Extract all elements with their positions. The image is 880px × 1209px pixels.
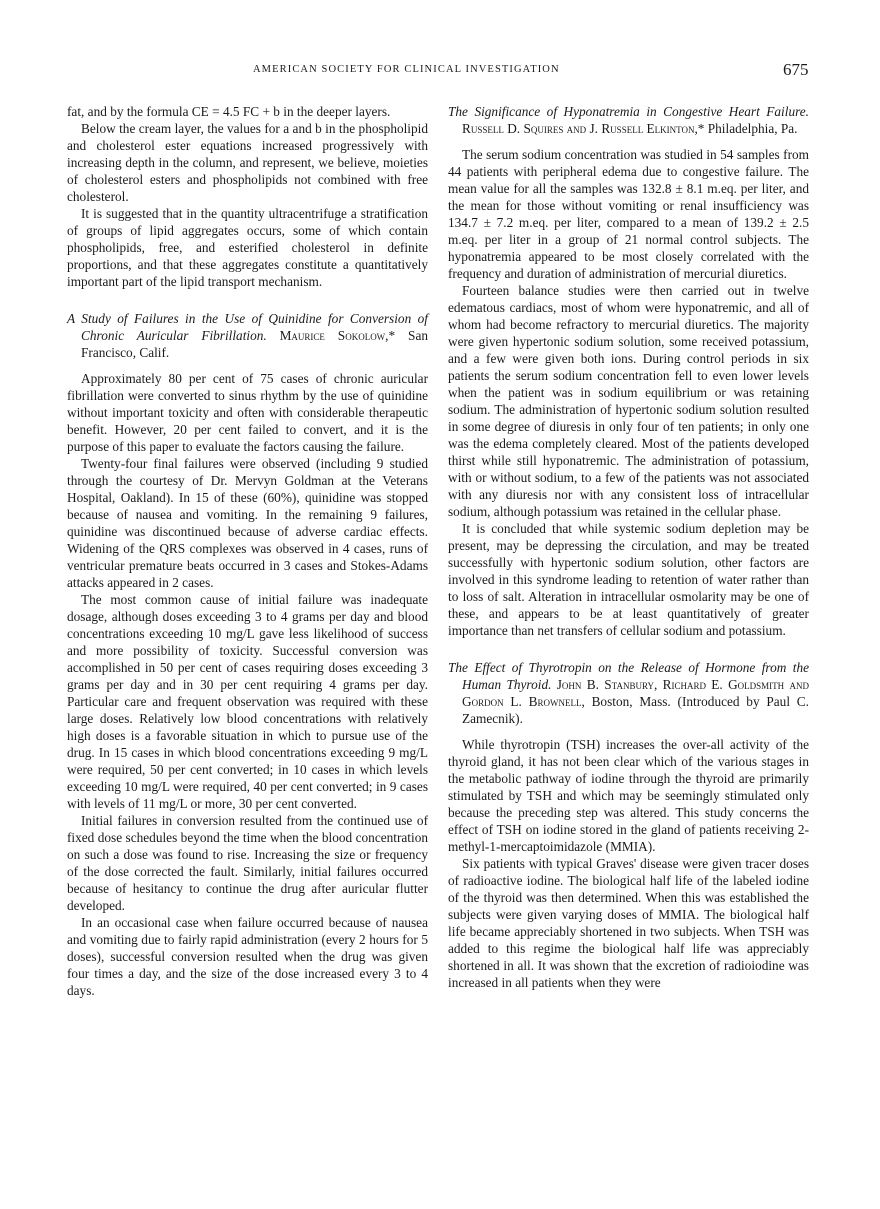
article-authors: John B. Stanbury, Richard E. Goldsmith and Gordon L. Brownell, — [462, 677, 809, 709]
paragraph: Approximately 80 per cent of 75 cases of chronic auricular fibrillation were converted to sinus rhythm by the use of quinidine without important toxicity and often with considerable therapeutic benefit. However, 20 per cent failed to convert, and it is the purpose of this paper to evaluate the factors causing the failure. — [67, 371, 428, 454]
article-location: Philadelphia, Pa. — [707, 121, 798, 136]
running-head — [0, 60, 880, 84]
paragraph: Six patients with typical Graves' disease were given tracer doses of radioactive iodine. The biological half life of the labeled iodine of the thyroid was then determined. When this was established the subjects were given varying doses of MMIA. The biological half life became appreciably shortened in two subjects. When TSH was added to this regime the biological half life was appreciably shortened in all. It was shown that the excretion of radioiodine was increased in all patients when they were — [448, 856, 809, 990]
paragraph: In an occasional case when failure occurred because of nausea and vomiting due to fairly rapid administration (every 2 hours for 5 doses), successful conversion resulted when the drug was given four times a day, and the size of the dose increased every 3 to 4 days. — [67, 915, 428, 998]
article-heading — [448, 103, 809, 137]
left-column — [67, 103, 428, 999]
paragraph: fat, and by the formula CE = 4.5 FC + b in the deeper layers. — [67, 104, 391, 119]
article-title: The Effect of Thyrotropin on the Release of Hormone from the Human Thyroid. — [448, 660, 809, 692]
paragraph: The serum sodium concentration was studied in 54 samples from 44 patients with peripheral edema due to congestive failure. The mean value for all the samples was 132.8 ± 8.1 m.eq. per liter, and the mean for those without vomiting or renal insufficiency was 134.7 ± 7.2 m.eq. per liter, compared to a mean of 139.2 ± 2.5 m.eq. per liter in a group of 21 normal control subjects. The hyponatremia appeared to be most closely correlated with the frequency and duration of administration of mercurial diuretics. — [448, 147, 809, 281]
article-heading — [67, 310, 428, 361]
article-title: The Significance of Hyponatremia in Congestive Heart Failure. — [448, 104, 809, 119]
paragraph: Twenty-four final failures were observed (including 9 studied through the courtesy of Dr. Mervyn Goldman at the Veterans Hospital, Oakland). In 15 of these (60%), quinidine was stopped because of nausea and vomiting. In the remaining 9 failures, quinidine was discontinued because of adverse cardiac effects. Widening of the QRS complexes was observed in 4 cases, runs of ventricular premature beats occurred in 3 cases and Stokes-Adams attacks appeared in 2 cases. — [67, 456, 428, 590]
article-authors: Maurice Sokolow,* — [279, 328, 396, 343]
paragraph: While thyrotropin (TSH) increases the over-all activity of the thyroid gland, it has not been clear which of the various stages in the metabolic pathway of iodine through the thyroid are primarily stimulated by TSH and which may be seemingly stimulated only because the preceding step was altered. This study concerns the effect of TSH on iodine stored in the gland of patients receiving 2-methyl-1-mercaptoimidazole (MMIA). — [448, 737, 809, 854]
running-title: AMERICAN SOCIETY FOR CLINICAL INVESTIGATION — [253, 64, 560, 75]
page-number: 675 — [783, 60, 809, 79]
paragraph: The most common cause of initial failure was inadequate dosage, although doses exceeding 3 to 4 grams per day and blood concentrations exceeding 10 mg/L gave less likelihood of success and more possibility of toxicity. Successful conversion was accomplished in 50 per cent of cases requiring doses exceeding 3 grams per day and in 30 per cent requiring 4 grams per day. Particular care and frequent observation was required with these large doses. Relatively low blood concentrations with relatively high doses is a favorable situation in which to pursue use of the drug. In 15 cases in which blood concentrations exceeding 9 mg/L were required, 50 per cent converted; in 10 cases in which levels exceeding 10 mg/L were required, 40 per cent converted; in 9 cases with levels of 11 mg/L or more, 30 per cent converted. — [67, 592, 428, 811]
article-heading — [448, 659, 809, 727]
paragraph: Below the cream layer, the values for a and b in the phospholipid and cholesterol ester equations increased progressively with increasing depth in the column, and represent, we believe, moieties of cholesterol esters and phospholipids not combined with free cholesterol. — [67, 121, 428, 204]
article-location: Boston, Mass. (Introduced by Paul C. Zamecnik). — [462, 694, 809, 726]
paragraph: It is concluded that while systemic sodium depletion may be present, may be depressing the circulation, and may be treated successfully with hypertonic sodium solution, other factors are involved in this syndrome leading to retention of water rather than to loss of salt. Alteration in intracellular osmolarity may be one of these, and appears to be at least quantitatively of greater importance than net transfers of cellular sodium and potassium. — [448, 521, 809, 638]
paragraph: Fourteen balance studies were then carried out in twelve edematous cardiacs, most of whom were hyponatremic, and all of whom had become refractory to mercurial diuretics. The majority were given hypertonic sodium solution, some received potassium, and a few were given both ions. During control periods in six patients the serum sodium concentration fell to even lower levels when the patient was in sodium equilibrium or was retaining sodium. The administration of hypertonic sodium solution resulted in some degree of diuresis in only four of ten patients; in only one was the edema completely cleared. Most of the patients developed thirst while still hyponatremic. The administration of potassium, with or without sodium, to a few of the patients was not associated with any diuresis nor with any consistent loss of intracellular sodium, although potassium was retained in the cellular phase. — [448, 283, 809, 519]
right-column — [448, 103, 809, 991]
paragraph: Initial failures in conversion resulted from the continued use of fixed dose schedules beyond the time when the blood concentration on such a dose was found to rise. Increasing the size or frequency of the dose corrected the fault. Similarly, initial failures occurred because of hesitancy to continue the drug after auricular flutter developed. — [67, 813, 428, 913]
article-title: A Study of Failures in the Use of Quinidine for Conversion of Chronic Auricular Fibrillation. — [67, 311, 428, 343]
article-location: San Francisco, Calif. — [81, 328, 428, 360]
paragraph: It is suggested that in the quantity ultracentrifuge a stratification of groups of lipid aggregates occurs, some of which contain phospholipids, free, and esterified cholesterol in definite proportions, and that these aggregates constitute a quantitatively important part of the lipid transport mechanism. — [67, 206, 428, 289]
article-authors: Russell D. Squires and J. Russell Elkinton,* — [462, 121, 705, 136]
